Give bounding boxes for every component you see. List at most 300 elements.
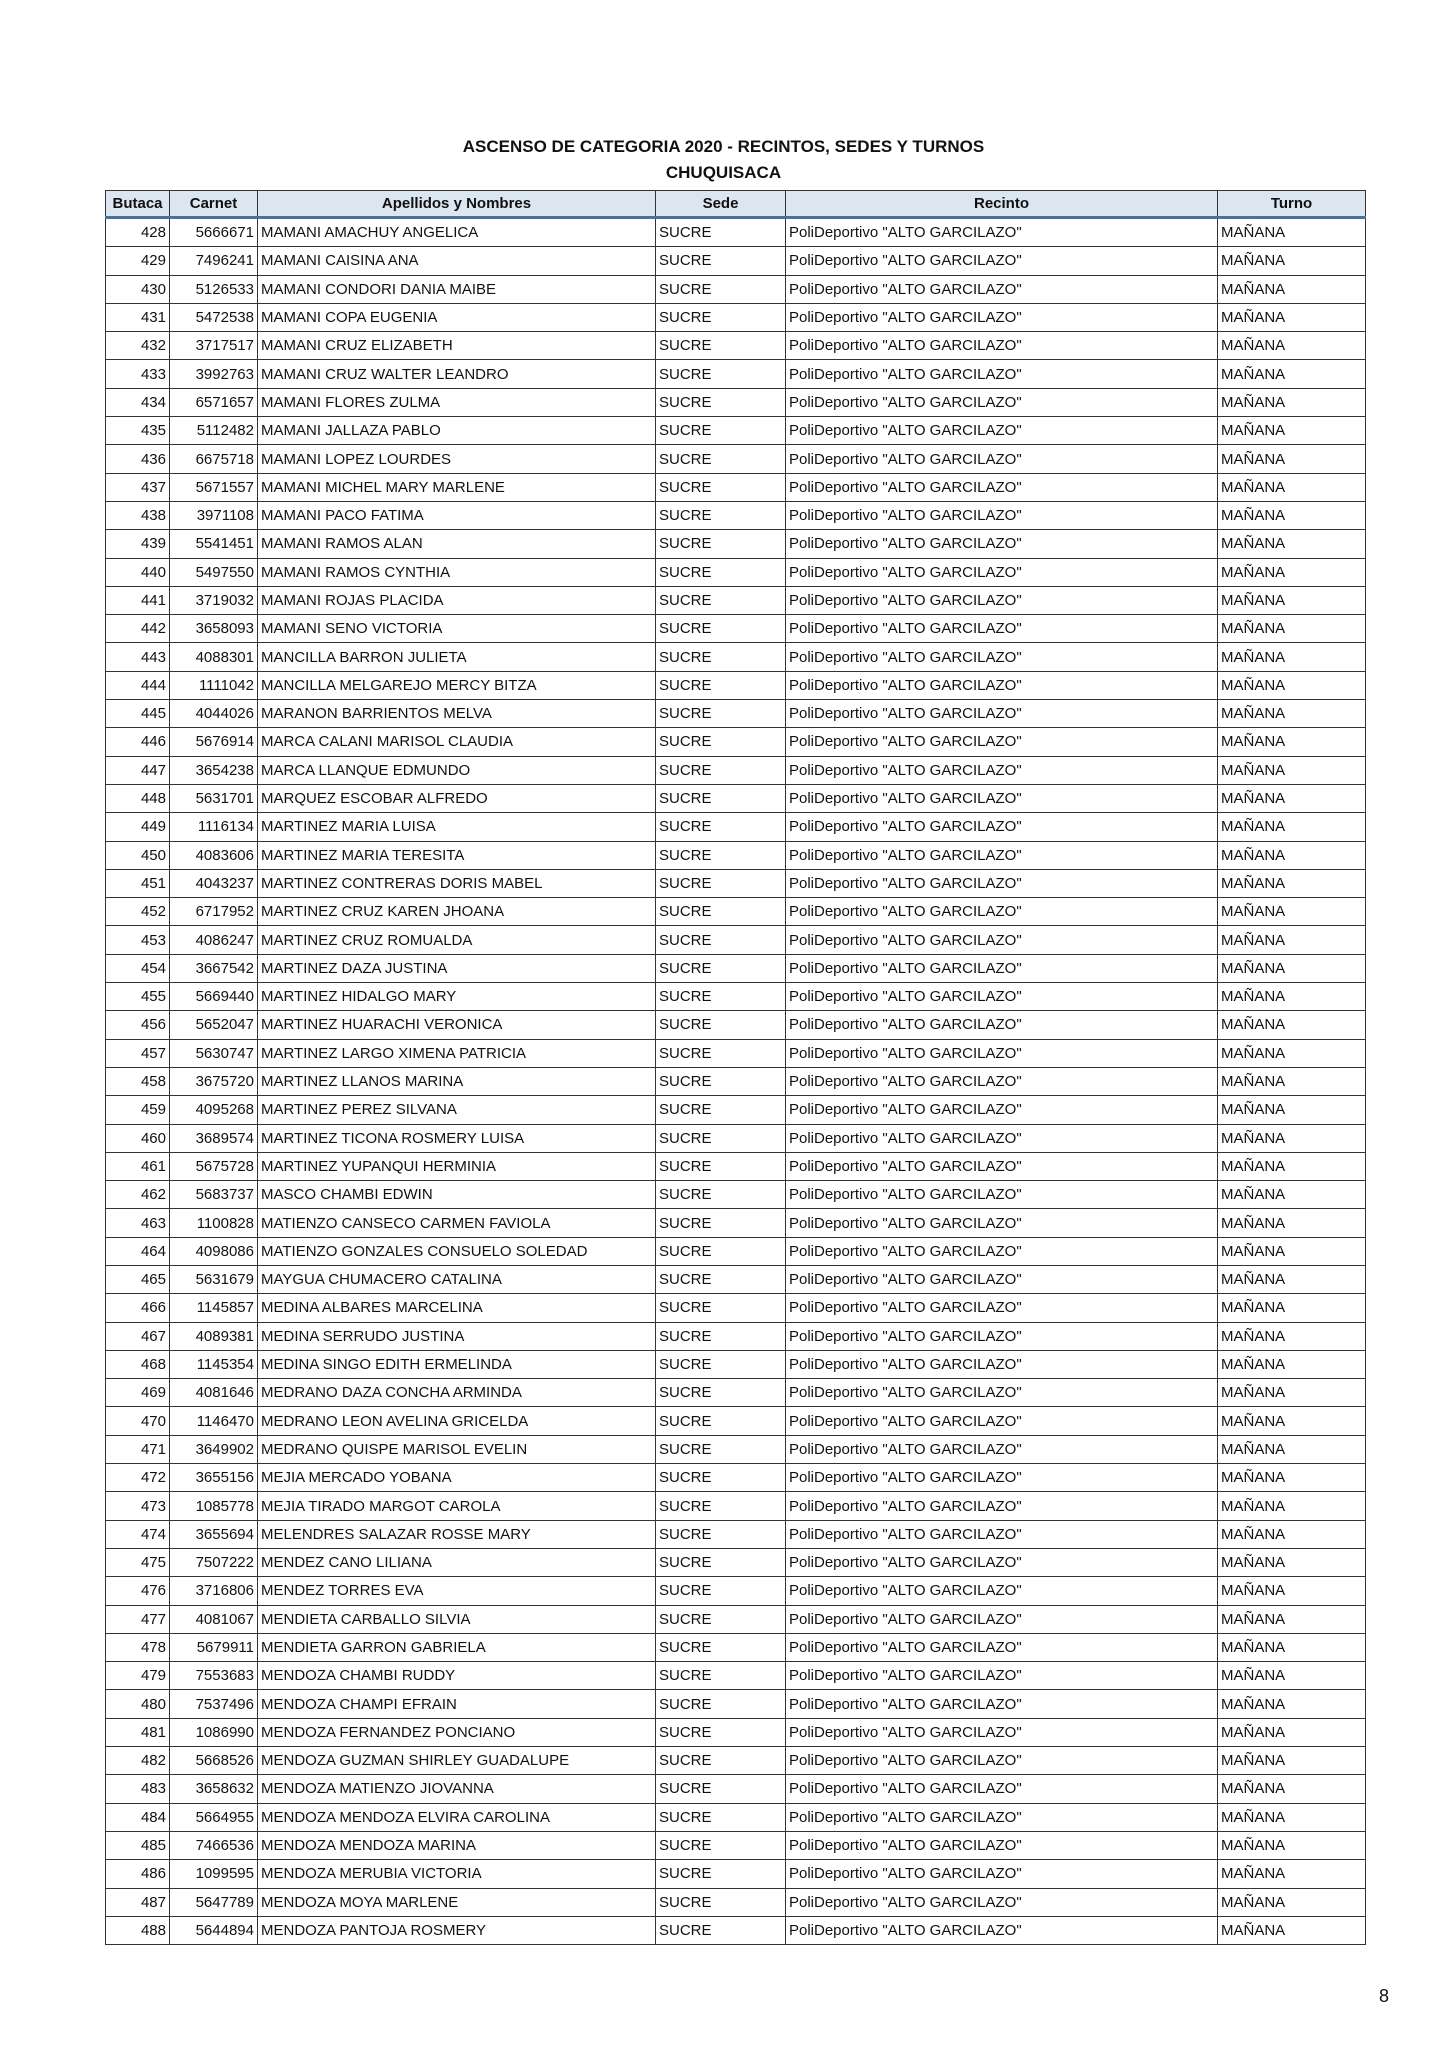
- turno-cell: MAÑANA: [1218, 1548, 1366, 1576]
- table-row: [106, 756, 1366, 784]
- carnet-cell: 5630747: [170, 1039, 258, 1067]
- sede-cell: SUCRE: [656, 1294, 786, 1322]
- sede-cell: SUCRE: [656, 445, 786, 473]
- nombre-cell: MANCILLA MELGAREJO MERCY BITZA: [258, 671, 656, 699]
- nombre-cell: MAMANI ROJAS PLACIDA: [258, 586, 656, 614]
- nombre-cell: MEDINA SERRUDO JUSTINA: [258, 1322, 656, 1350]
- nombre-cell: MENDOZA MENDOZA MARINA: [258, 1831, 656, 1859]
- butaca-cell: 432: [106, 332, 170, 360]
- butaca-cell: 466: [106, 1294, 170, 1322]
- sede-cell: SUCRE: [656, 586, 786, 614]
- turno-cell: MAÑANA: [1218, 1888, 1366, 1916]
- sede-cell: SUCRE: [656, 1322, 786, 1350]
- table-row: [106, 1011, 1366, 1039]
- sede-cell: SUCRE: [656, 1662, 786, 1690]
- table-row: [106, 1294, 1366, 1322]
- turno-cell: MAÑANA: [1218, 954, 1366, 982]
- carnet-cell: 5112482: [170, 417, 258, 445]
- page-number: 8: [1378, 1986, 1389, 2006]
- table-row: [106, 1435, 1366, 1463]
- recinto-cell: PoliDeportivo "ALTO GARCILAZO": [786, 926, 1218, 954]
- nombre-cell: MEDRANO QUISPE MARISOL EVELIN: [258, 1435, 656, 1463]
- butaca-cell: 442: [106, 615, 170, 643]
- recinto-cell: PoliDeportivo "ALTO GARCILAZO": [786, 983, 1218, 1011]
- column-header-butaca: Butaca: [106, 191, 170, 218]
- carnet-cell: 1145857: [170, 1294, 258, 1322]
- table-row: [106, 671, 1366, 699]
- nombre-cell: MARTINEZ MARIA LUISA: [258, 813, 656, 841]
- butaca-cell: 435: [106, 417, 170, 445]
- recinto-cell: PoliDeportivo "ALTO GARCILAZO": [786, 1407, 1218, 1435]
- turno-cell: MAÑANA: [1218, 360, 1366, 388]
- sede-cell: SUCRE: [656, 275, 786, 303]
- sede-cell: SUCRE: [656, 1548, 786, 1576]
- sede-cell: SUCRE: [656, 1265, 786, 1293]
- nombre-cell: MENDOZA MOYA MARLENE: [258, 1888, 656, 1916]
- turno-cell: MAÑANA: [1218, 1605, 1366, 1633]
- nombre-cell: MARCA CALANI MARISOL CLAUDIA: [258, 728, 656, 756]
- carnet-cell: 4081646: [170, 1379, 258, 1407]
- nombre-cell: MAMANI RAMOS ALAN: [258, 530, 656, 558]
- carnet-cell: 3675720: [170, 1067, 258, 1095]
- turno-cell: MAÑANA: [1218, 1775, 1366, 1803]
- sede-cell: SUCRE: [656, 841, 786, 869]
- table-row: [106, 926, 1366, 954]
- turno-cell: MAÑANA: [1218, 1265, 1366, 1293]
- table-row: [106, 615, 1366, 643]
- recinto-cell: PoliDeportivo "ALTO GARCILAZO": [786, 445, 1218, 473]
- carnet-cell: 3655156: [170, 1464, 258, 1492]
- table-row: [106, 445, 1366, 473]
- table-row: [106, 1747, 1366, 1775]
- nombre-cell: MEJIA TIRADO MARGOT CAROLA: [258, 1492, 656, 1520]
- table-row: [106, 1860, 1366, 1888]
- butaca-cell: 434: [106, 388, 170, 416]
- recinto-cell: PoliDeportivo "ALTO GARCILAZO": [786, 1209, 1218, 1237]
- carnet-cell: 3719032: [170, 586, 258, 614]
- butaca-cell: 470: [106, 1407, 170, 1435]
- recinto-cell: PoliDeportivo "ALTO GARCILAZO": [786, 1265, 1218, 1293]
- sede-cell: SUCRE: [656, 1124, 786, 1152]
- nombre-cell: MEDRANO DAZA CONCHA ARMINDA: [258, 1379, 656, 1407]
- recinto-cell: PoliDeportivo "ALTO GARCILAZO": [786, 728, 1218, 756]
- table-row: [106, 1067, 1366, 1095]
- table-row: [106, 1662, 1366, 1690]
- turno-cell: MAÑANA: [1218, 841, 1366, 869]
- carnet-cell: 5666671: [170, 218, 258, 247]
- sede-cell: SUCRE: [656, 926, 786, 954]
- assignments-table: [105, 190, 1366, 1945]
- recinto-cell: PoliDeportivo "ALTO GARCILAZO": [786, 756, 1218, 784]
- table-row: [106, 1096, 1366, 1124]
- turno-cell: MAÑANA: [1218, 1011, 1366, 1039]
- butaca-cell: 438: [106, 501, 170, 529]
- carnet-cell: 5668526: [170, 1747, 258, 1775]
- turno-cell: MAÑANA: [1218, 983, 1366, 1011]
- recinto-cell: PoliDeportivo "ALTO GARCILAZO": [786, 1492, 1218, 1520]
- butaca-cell: 487: [106, 1888, 170, 1916]
- nombre-cell: MAMANI SENO VICTORIA: [258, 615, 656, 643]
- recinto-cell: PoliDeportivo "ALTO GARCILAZO": [786, 1718, 1218, 1746]
- nombre-cell: MENDOZA PANTOJA ROSMERY: [258, 1916, 656, 1944]
- sede-cell: SUCRE: [656, 1152, 786, 1180]
- turno-cell: MAÑANA: [1218, 1322, 1366, 1350]
- sede-cell: SUCRE: [656, 869, 786, 897]
- sede-cell: SUCRE: [656, 1379, 786, 1407]
- table-row: [106, 1181, 1366, 1209]
- butaca-cell: 475: [106, 1548, 170, 1576]
- table-row: [106, 1605, 1366, 1633]
- table-row: [106, 1350, 1366, 1378]
- table-row: [106, 360, 1366, 388]
- turno-cell: MAÑANA: [1218, 530, 1366, 558]
- table-row: [106, 473, 1366, 501]
- carnet-cell: 6675718: [170, 445, 258, 473]
- nombre-cell: MENDOZA MENDOZA ELVIRA CAROLINA: [258, 1803, 656, 1831]
- carnet-cell: 4081067: [170, 1605, 258, 1633]
- carnet-cell: 5497550: [170, 558, 258, 586]
- carnet-cell: 1085778: [170, 1492, 258, 1520]
- butaca-cell: 446: [106, 728, 170, 756]
- turno-cell: MAÑANA: [1218, 275, 1366, 303]
- table-row: [106, 1492, 1366, 1520]
- table-row: [106, 1690, 1366, 1718]
- header-row: [106, 191, 1366, 218]
- carnet-cell: 3654238: [170, 756, 258, 784]
- recinto-cell: PoliDeportivo "ALTO GARCILAZO": [786, 1379, 1218, 1407]
- table-row: [106, 841, 1366, 869]
- table-row: [106, 728, 1366, 756]
- table-row: [106, 1775, 1366, 1803]
- recinto-cell: PoliDeportivo "ALTO GARCILAZO": [786, 1124, 1218, 1152]
- table-row: [106, 1124, 1366, 1152]
- table-row: [106, 558, 1366, 586]
- butaca-cell: 465: [106, 1265, 170, 1293]
- turno-cell: MAÑANA: [1218, 1464, 1366, 1492]
- butaca-cell: 460: [106, 1124, 170, 1152]
- nombre-cell: MENDIETA CARBALLO SILVIA: [258, 1605, 656, 1633]
- butaca-cell: 461: [106, 1152, 170, 1180]
- turno-cell: MAÑANA: [1218, 1379, 1366, 1407]
- sede-cell: SUCRE: [656, 1690, 786, 1718]
- table-row: [106, 417, 1366, 445]
- carnet-cell: 4086247: [170, 926, 258, 954]
- sede-cell: SUCRE: [656, 643, 786, 671]
- carnet-cell: 3667542: [170, 954, 258, 982]
- sede-cell: SUCRE: [656, 388, 786, 416]
- turno-cell: MAÑANA: [1218, 1492, 1366, 1520]
- turno-cell: MAÑANA: [1218, 1096, 1366, 1124]
- sede-cell: SUCRE: [656, 1888, 786, 1916]
- table-row: [106, 813, 1366, 841]
- carnet-cell: 7496241: [170, 247, 258, 275]
- butaca-cell: 443: [106, 643, 170, 671]
- sede-cell: SUCRE: [656, 1577, 786, 1605]
- carnet-cell: 4088301: [170, 643, 258, 671]
- turno-cell: MAÑANA: [1218, 1237, 1366, 1265]
- butaca-cell: 471: [106, 1435, 170, 1463]
- sede-cell: SUCRE: [656, 247, 786, 275]
- turno-cell: MAÑANA: [1218, 586, 1366, 614]
- sede-cell: SUCRE: [656, 303, 786, 331]
- recinto-cell: PoliDeportivo "ALTO GARCILAZO": [786, 869, 1218, 897]
- recinto-cell: PoliDeportivo "ALTO GARCILAZO": [786, 586, 1218, 614]
- page-subtitle: CHUQUISACA: [665, 163, 782, 182]
- recinto-cell: PoliDeportivo "ALTO GARCILAZO": [786, 1916, 1218, 1944]
- recinto-cell: PoliDeportivo "ALTO GARCILAZO": [786, 1322, 1218, 1350]
- table-header: [106, 191, 1366, 218]
- table-row: [106, 898, 1366, 926]
- nombre-cell: MENDOZA GUZMAN SHIRLEY GUADALUPE: [258, 1747, 656, 1775]
- sede-cell: SUCRE: [656, 1464, 786, 1492]
- turno-cell: MAÑANA: [1218, 1633, 1366, 1661]
- turno-cell: MAÑANA: [1218, 1916, 1366, 1944]
- table-row: [106, 1152, 1366, 1180]
- turno-cell: MAÑANA: [1218, 728, 1366, 756]
- carnet-cell: 7507222: [170, 1548, 258, 1576]
- carnet-cell: 1116134: [170, 813, 258, 841]
- recinto-cell: PoliDeportivo "ALTO GARCILAZO": [786, 1690, 1218, 1718]
- column-header-nombres: Apellidos y Nombres: [258, 191, 656, 218]
- carnet-cell: 3716806: [170, 1577, 258, 1605]
- nombre-cell: MARTINEZ YUPANQUI HERMINIA: [258, 1152, 656, 1180]
- turno-cell: MAÑANA: [1218, 501, 1366, 529]
- carnet-cell: 4044026: [170, 700, 258, 728]
- recinto-cell: PoliDeportivo "ALTO GARCILAZO": [786, 1888, 1218, 1916]
- carnet-cell: 5126533: [170, 275, 258, 303]
- sede-cell: SUCRE: [656, 501, 786, 529]
- butaca-cell: 477: [106, 1605, 170, 1633]
- table-row: [106, 1803, 1366, 1831]
- turno-cell: MAÑANA: [1218, 671, 1366, 699]
- turno-cell: MAÑANA: [1218, 1690, 1366, 1718]
- sede-cell: SUCRE: [656, 1775, 786, 1803]
- sede-cell: SUCRE: [656, 1492, 786, 1520]
- sede-cell: SUCRE: [656, 1435, 786, 1463]
- turno-cell: MAÑANA: [1218, 1350, 1366, 1378]
- carnet-cell: 1111042: [170, 671, 258, 699]
- turno-cell: MAÑANA: [1218, 1662, 1366, 1690]
- sede-cell: SUCRE: [656, 1039, 786, 1067]
- butaca-cell: 453: [106, 926, 170, 954]
- turno-cell: MAÑANA: [1218, 1860, 1366, 1888]
- nombre-cell: MAMANI CRUZ WALTER LEANDRO: [258, 360, 656, 388]
- sede-cell: SUCRE: [656, 1350, 786, 1378]
- recinto-cell: PoliDeportivo "ALTO GARCILAZO": [786, 1860, 1218, 1888]
- sede-cell: SUCRE: [656, 756, 786, 784]
- table-row: [106, 1633, 1366, 1661]
- recinto-cell: PoliDeportivo "ALTO GARCILAZO": [786, 813, 1218, 841]
- table-row: [106, 643, 1366, 671]
- nombre-cell: MAMANI FLORES ZULMA: [258, 388, 656, 416]
- sede-cell: SUCRE: [656, 1407, 786, 1435]
- turno-cell: MAÑANA: [1218, 332, 1366, 360]
- carnet-cell: 1100828: [170, 1209, 258, 1237]
- recinto-cell: PoliDeportivo "ALTO GARCILAZO": [786, 1039, 1218, 1067]
- sede-cell: SUCRE: [656, 1831, 786, 1859]
- carnet-cell: 5676914: [170, 728, 258, 756]
- butaca-cell: 439: [106, 530, 170, 558]
- carnet-cell: 5541451: [170, 530, 258, 558]
- butaca-cell: 429: [106, 247, 170, 275]
- carnet-cell: 3649902: [170, 1435, 258, 1463]
- butaca-cell: 451: [106, 869, 170, 897]
- table-row: [106, 1265, 1366, 1293]
- sede-cell: SUCRE: [656, 332, 786, 360]
- nombre-cell: MARTINEZ CRUZ ROMUALDA: [258, 926, 656, 954]
- turno-cell: MAÑANA: [1218, 1718, 1366, 1746]
- recinto-cell: PoliDeportivo "ALTO GARCILAZO": [786, 388, 1218, 416]
- carnet-cell: 3971108: [170, 501, 258, 529]
- butaca-cell: 449: [106, 813, 170, 841]
- sede-cell: SUCRE: [656, 1067, 786, 1095]
- recinto-cell: PoliDeportivo "ALTO GARCILAZO": [786, 1435, 1218, 1463]
- turno-cell: MAÑANA: [1218, 247, 1366, 275]
- nombre-cell: MENDOZA MERUBIA VICTORIA: [258, 1860, 656, 1888]
- table-row: [106, 1209, 1366, 1237]
- recinto-cell: PoliDeportivo "ALTO GARCILAZO": [786, 1011, 1218, 1039]
- recinto-cell: PoliDeportivo "ALTO GARCILAZO": [786, 1633, 1218, 1661]
- recinto-cell: PoliDeportivo "ALTO GARCILAZO": [786, 501, 1218, 529]
- butaca-cell: 457: [106, 1039, 170, 1067]
- turno-cell: MAÑANA: [1218, 1407, 1366, 1435]
- carnet-cell: 4043237: [170, 869, 258, 897]
- nombre-cell: MEDRANO LEON AVELINA GRICELDA: [258, 1407, 656, 1435]
- table-row: [106, 784, 1366, 812]
- recinto-cell: PoliDeportivo "ALTO GARCILAZO": [786, 1350, 1218, 1378]
- turno-cell: MAÑANA: [1218, 615, 1366, 643]
- sede-cell: SUCRE: [656, 728, 786, 756]
- turno-cell: MAÑANA: [1218, 1181, 1366, 1209]
- carnet-cell: 3658093: [170, 615, 258, 643]
- butaca-cell: 485: [106, 1831, 170, 1859]
- nombre-cell: MAMANI CRUZ ELIZABETH: [258, 332, 656, 360]
- carnet-cell: 5631701: [170, 784, 258, 812]
- column-header-turno: Turno: [1218, 191, 1366, 218]
- nombre-cell: MAMANI PACO FATIMA: [258, 501, 656, 529]
- sede-cell: SUCRE: [656, 1011, 786, 1039]
- sede-cell: SUCRE: [656, 360, 786, 388]
- recinto-cell: PoliDeportivo "ALTO GARCILAZO": [786, 954, 1218, 982]
- nombre-cell: MARCA LLANQUE EDMUNDO: [258, 756, 656, 784]
- carnet-cell: 3717517: [170, 332, 258, 360]
- butaca-cell: 469: [106, 1379, 170, 1407]
- butaca-cell: 472: [106, 1464, 170, 1492]
- table-row: [106, 1548, 1366, 1576]
- table-row: [106, 1888, 1366, 1916]
- sede-cell: SUCRE: [656, 1803, 786, 1831]
- sede-cell: SUCRE: [656, 700, 786, 728]
- sede-cell: SUCRE: [656, 671, 786, 699]
- page-title: ASCENSO DE CATEGORIA 2020 - RECINTOS, SEDES Y TURNOS: [462, 137, 985, 156]
- carnet-cell: 5472538: [170, 303, 258, 331]
- table-row: [106, 1407, 1366, 1435]
- nombre-cell: MEDINA SINGO EDITH ERMELINDA: [258, 1350, 656, 1378]
- recinto-cell: PoliDeportivo "ALTO GARCILAZO": [786, 1520, 1218, 1548]
- nombre-cell: MAMANI LOPEZ LOURDES: [258, 445, 656, 473]
- column-header-sede: Sede: [656, 191, 786, 218]
- sede-cell: SUCRE: [656, 1860, 786, 1888]
- table-row: [106, 700, 1366, 728]
- butaca-cell: 447: [106, 756, 170, 784]
- turno-cell: MAÑANA: [1218, 558, 1366, 586]
- butaca-cell: 452: [106, 898, 170, 926]
- nombre-cell: MEJIA MERCADO YOBANA: [258, 1464, 656, 1492]
- table-row: [106, 332, 1366, 360]
- table-row: [106, 303, 1366, 331]
- table-row: [106, 586, 1366, 614]
- table-row: [106, 1577, 1366, 1605]
- carnet-cell: 7466536: [170, 1831, 258, 1859]
- recinto-cell: PoliDeportivo "ALTO GARCILAZO": [786, 247, 1218, 275]
- sede-cell: SUCRE: [656, 1718, 786, 1746]
- turno-cell: MAÑANA: [1218, 1067, 1366, 1095]
- nombre-cell: MARTINEZ DAZA JUSTINA: [258, 954, 656, 982]
- nombre-cell: MARANON BARRIENTOS MELVA: [258, 700, 656, 728]
- sede-cell: SUCRE: [656, 954, 786, 982]
- nombre-cell: MAMANI COPA EUGENIA: [258, 303, 656, 331]
- turno-cell: MAÑANA: [1218, 388, 1366, 416]
- table-row: [106, 954, 1366, 982]
- butaca-cell: 468: [106, 1350, 170, 1378]
- table-row: [106, 388, 1366, 416]
- turno-cell: MAÑANA: [1218, 1039, 1366, 1067]
- carnet-cell: 4098086: [170, 1237, 258, 1265]
- recinto-cell: PoliDeportivo "ALTO GARCILAZO": [786, 1662, 1218, 1690]
- carnet-cell: 6717952: [170, 898, 258, 926]
- recinto-cell: PoliDeportivo "ALTO GARCILAZO": [786, 360, 1218, 388]
- nombre-cell: MENDEZ TORRES EVA: [258, 1577, 656, 1605]
- sede-cell: SUCRE: [656, 1209, 786, 1237]
- butaca-cell: 458: [106, 1067, 170, 1095]
- recinto-cell: PoliDeportivo "ALTO GARCILAZO": [786, 643, 1218, 671]
- butaca-cell: 454: [106, 954, 170, 982]
- table-row: [106, 869, 1366, 897]
- recinto-cell: PoliDeportivo "ALTO GARCILAZO": [786, 1294, 1218, 1322]
- turno-cell: MAÑANA: [1218, 1803, 1366, 1831]
- recinto-cell: PoliDeportivo "ALTO GARCILAZO": [786, 615, 1218, 643]
- carnet-cell: 5671557: [170, 473, 258, 501]
- sede-cell: SUCRE: [656, 473, 786, 501]
- butaca-cell: 478: [106, 1633, 170, 1661]
- carnet-cell: 5679911: [170, 1633, 258, 1661]
- butaca-cell: 445: [106, 700, 170, 728]
- butaca-cell: 484: [106, 1803, 170, 1831]
- recinto-cell: PoliDeportivo "ALTO GARCILAZO": [786, 1831, 1218, 1859]
- turno-cell: MAÑANA: [1218, 417, 1366, 445]
- nombre-cell: MATIENZO CANSECO CARMEN FAVIOLA: [258, 1209, 656, 1237]
- butaca-cell: 459: [106, 1096, 170, 1124]
- butaca-cell: 450: [106, 841, 170, 869]
- carnet-cell: 7553683: [170, 1662, 258, 1690]
- recinto-cell: PoliDeportivo "ALTO GARCILAZO": [786, 841, 1218, 869]
- butaca-cell: 456: [106, 1011, 170, 1039]
- nombre-cell: MENDOZA FERNANDEZ PONCIANO: [258, 1718, 656, 1746]
- turno-cell: MAÑANA: [1218, 643, 1366, 671]
- butaca-cell: 488: [106, 1916, 170, 1944]
- butaca-cell: 481: [106, 1718, 170, 1746]
- sede-cell: SUCRE: [656, 417, 786, 445]
- nombre-cell: MARTINEZ TICONA ROSMERY LUISA: [258, 1124, 656, 1152]
- butaca-cell: 482: [106, 1747, 170, 1775]
- table-row: [106, 1039, 1366, 1067]
- nombre-cell: MANCILLA BARRON JULIETA: [258, 643, 656, 671]
- carnet-cell: 4089381: [170, 1322, 258, 1350]
- turno-cell: MAÑANA: [1218, 1124, 1366, 1152]
- table-body: [106, 218, 1366, 1945]
- carnet-cell: 5631679: [170, 1265, 258, 1293]
- turno-cell: MAÑANA: [1218, 1831, 1366, 1859]
